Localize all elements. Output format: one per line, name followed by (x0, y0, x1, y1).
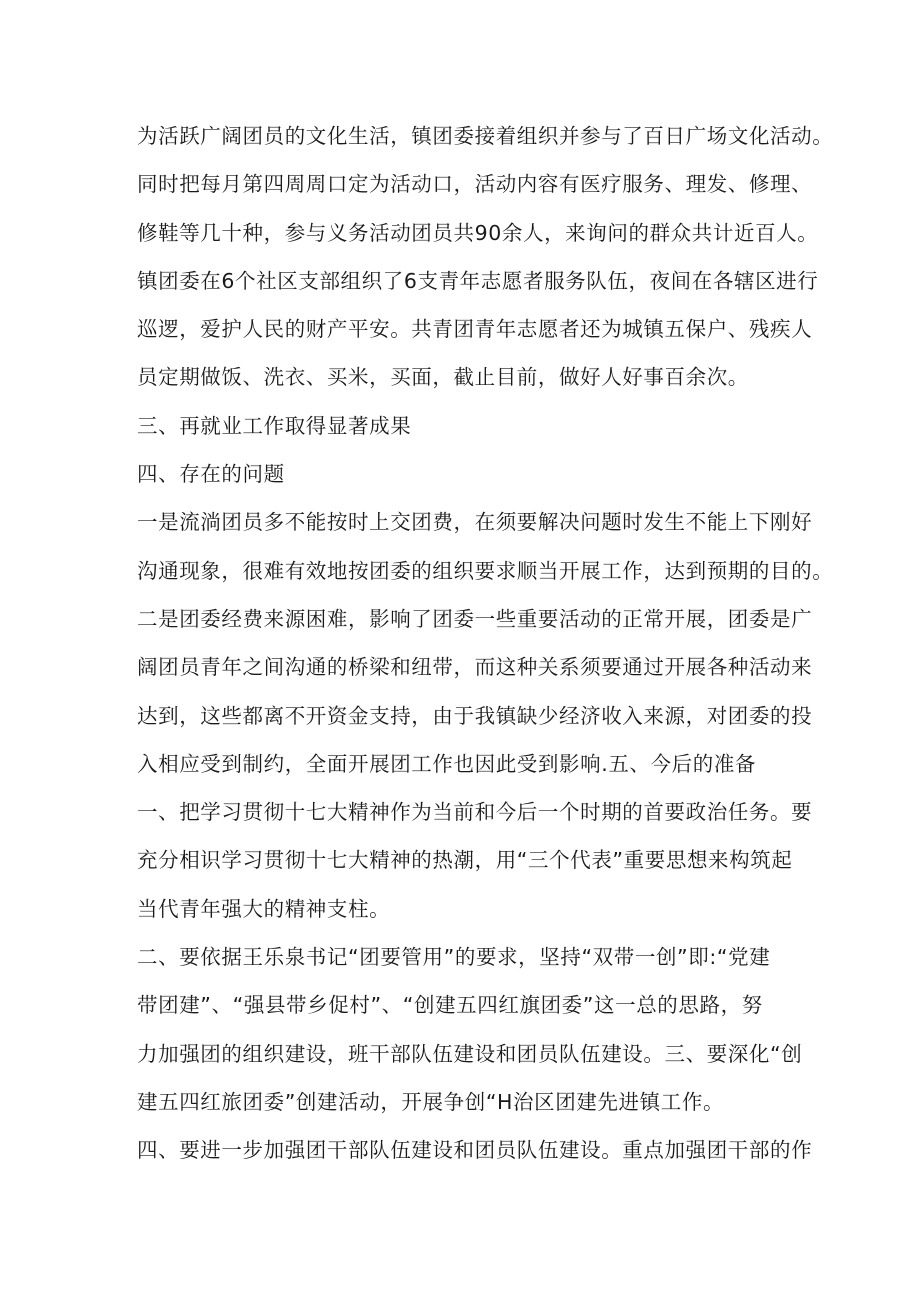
text-line: 修鞋等几十种，参与义务活动团员共90余人，来询问的群众共计近百人。 (137, 220, 819, 245)
text-line: 达到，这些都离不开资金支持，由于我镇缺少经济收入来源，对团委的投 (137, 703, 813, 728)
text-line: 巡逻，爱护人民的财产平安。共青团青年志愿者还为城镇五保户、残疾人 (137, 317, 813, 342)
section-heading: 四、存在的问题 (137, 462, 285, 487)
text-line: 二、要依据王乐泉书记“团要管用”的要求，坚持“双带一创”即:“党建 (137, 945, 771, 970)
text-line: 四、要进一步加强团干部队伍建设和团员队伍建设。重点加强团干部的作 (137, 1138, 813, 1163)
text-line: 镇团委在6个社区支部组织了6支青年志愿者服务队伍，夜间在各辖区进行 (137, 268, 819, 293)
text-line: 入相应受到制约，全面开展团工作也因此受到影响.五、今后的准备 (137, 751, 757, 776)
text-line: 阔团员青年之间沟通的桥梁和纽带，而这种关系须要通过开展各种活动来 (137, 655, 813, 680)
text-line: 带团建”、“强县带乡促村”、“创建五四红旗团委”这一总的思路，努 (137, 993, 763, 1018)
text-line: 同时把每月第四周周口定为活动口，活动内容有医疗服务、理发、修理、 (137, 172, 813, 197)
text-line: 建五四红旅团委”创建活动，开展争创“H治区团建先进镇工作。 (137, 1089, 725, 1114)
text-line: 充分相识学习贯彻十七大精神的热潮，用“三个代表”重要思想来构筑起 (137, 848, 793, 873)
text-line: 沟通现象，很难有效地按团委的组织要求顺当开展工作，达到预期的目的。 (137, 558, 834, 583)
text-line: 为活跃广阔团员的文化生活，镇团委接着组织并参与了百日广场文化活动。 (137, 124, 834, 148)
section-heading: 三、再就业工作取得显著成果 (137, 413, 412, 438)
text-line: 力加强团的组织建设，班干部队伍建设和团员队伍建设。三、要深化“创 (137, 1041, 803, 1066)
text-line: 员定期做饭、洗衣、买米，买面，截止目前，做好人好事百余次。 (137, 365, 749, 390)
text-line: 当代青年强大的精神支柱。 (137, 896, 391, 921)
text-line: 一、把学习贯彻十七大精神作为当前和今后一个时期的首要政治任务。要 (137, 800, 813, 825)
document-body (137, 112, 834, 1175)
text-line: 二是团委经费来源困难，影响了团委一些重要活动的正常开展，团委是广 (137, 606, 813, 631)
text-line: 一是流淌团员多不能按时上交团费，在须要解决问题时发生不能上下刚好 (137, 510, 813, 535)
